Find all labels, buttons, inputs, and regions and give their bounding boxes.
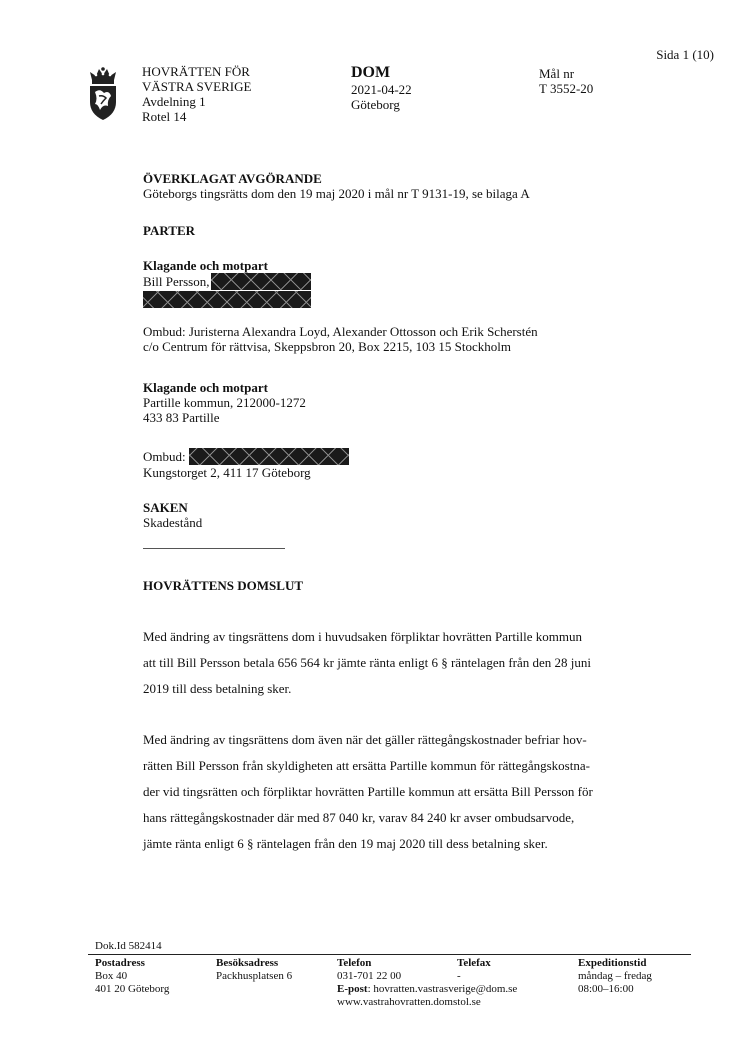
matter-section	[143, 500, 683, 530]
footer-hours-heading: Expeditionstid	[578, 957, 647, 969]
footer-postal-line: Box 40	[95, 970, 128, 982]
ruling-p2-line: hans rättegångskostnader där med 87 040 kr, varav 84 240 kr avser ombudsarvode,	[143, 810, 575, 825]
court-name-block	[142, 64, 332, 124]
footer-hours-time: 08:00–16:00	[578, 983, 634, 995]
redaction-block	[211, 273, 311, 290]
party2-counsel	[143, 448, 683, 480]
ruling-p2-line: Med ändring av tingsrättens dom även när det gäller rättegångskostnader befriar hov-	[143, 732, 587, 747]
ruling-paragraph-1	[143, 624, 675, 702]
party1-section	[143, 258, 683, 308]
ruling-p2-line: rätten Bill Persson från skyldigheten att ersätta Partille kommun för rättegångskostna-	[143, 758, 590, 773]
ruling-heading: HOVRÄTTENS DOMSLUT	[143, 578, 303, 593]
party2-counsel-address: Kungstorget 2, 411 17 Göteborg	[143, 465, 311, 480]
footer-fax-heading: Telefax	[457, 957, 491, 969]
footer-postal-line: 401 20 Göteborg	[95, 983, 170, 995]
appealed-decision-heading: ÖVERKLAGAT AVGÖRANDE	[143, 171, 322, 186]
parties-heading: PARTER	[143, 223, 196, 238]
document-date: 2021-04-22	[351, 82, 412, 97]
ruling-p2-line: der vid tingsrätten och förpliktar hovrätten Partille kommun att ersätta Bill Persson för	[143, 784, 593, 799]
document-type: DOM	[351, 64, 391, 81]
footer-visit	[216, 957, 292, 983]
footer-web-link[interactable]: www.vastrahovratten.domstol.se	[337, 996, 481, 1008]
footer-visit-heading: Besöksadress	[216, 957, 279, 969]
court-name-line1: HOVRÄTTEN FÖR	[142, 64, 250, 79]
footer-fax-number: -	[457, 970, 461, 982]
court-name-line2: VÄSTRA SVERIGE	[142, 79, 252, 94]
party1-counsel-line2: c/o Centrum för rättvisa, Skeppsbron 20, Box 2215, 103 15 Stockholm	[143, 339, 511, 354]
party1-name-line	[143, 273, 683, 290]
court-division: Avdelning 1	[142, 94, 206, 109]
redaction-block	[143, 291, 311, 308]
court-crest-icon	[86, 66, 120, 122]
footer-phone-heading: Telefon	[337, 957, 372, 969]
ruling-p2-line: jämte ränta enligt 6 § räntelagen från den 19 maj 2020 till dess betalning sker.	[143, 836, 548, 851]
footer-divider	[88, 954, 691, 955]
party2-counsel-label: Ombud:	[143, 449, 186, 464]
appealed-decision-section	[143, 171, 683, 201]
party2-address: 433 83 Partille	[143, 410, 220, 425]
matter-heading: SAKEN	[143, 500, 188, 515]
ruling-p1-line: Med ändring av tingsrättens dom i huvudsaken förpliktar hovrätten Partille kommun	[143, 629, 583, 644]
document-city: Göteborg	[351, 97, 400, 112]
court-rotel: Rotel 14	[142, 109, 187, 124]
footer-hours-days: måndag – fredag	[578, 970, 652, 982]
case-number-label: Mål nr	[539, 66, 575, 81]
party1-role: Klagande och motpart	[143, 258, 268, 273]
party2-role: Klagande och motpart	[143, 380, 268, 395]
party2-name: Partille kommun, 212000-1272	[143, 395, 306, 410]
case-number: T 3552-20	[539, 81, 594, 96]
party1-name: Bill Persson,	[143, 274, 210, 289]
footer-fax	[457, 957, 491, 983]
party1-counsel-line1: Ombud: Juristerna Alexandra Loyd, Alexander Ottosson och Erik Scherstén	[143, 324, 538, 339]
section-divider	[143, 548, 285, 549]
appealed-decision-text: Göteborgs tingsrätts dom den 19 maj 2020 i mål nr T 9131-19, se bilaga A	[143, 186, 530, 201]
footer-email-label: E-post	[337, 983, 368, 995]
ruling-p1-line: att till Bill Persson betala 656 564 kr jämte ränta enligt 6 § räntelagen från den 28 juni	[143, 655, 592, 670]
ruling-p1-line: 2019 till dess betalning sker.	[143, 681, 292, 696]
case-number-block	[539, 66, 649, 96]
document-type-block	[351, 64, 501, 112]
ruling-paragraph-2	[143, 727, 675, 857]
page-number: Sida 1 (10)	[656, 47, 714, 62]
document-id: Dok.Id 582414	[95, 940, 162, 952]
party1-counsel	[143, 324, 683, 354]
footer-postal	[95, 957, 169, 996]
footer-postal-heading: Postadress	[95, 957, 145, 969]
party2-section	[143, 380, 683, 425]
footer-email-link[interactable]: : hovratten.vastrasverige@dom.se	[367, 983, 518, 995]
matter-text: Skadestånd	[143, 515, 203, 530]
footer-phone-number: 031-701 22 00	[337, 970, 402, 982]
footer-visit-line: Packhusplatsen 6	[216, 970, 293, 982]
footer-hours	[578, 957, 652, 996]
redaction-block	[189, 448, 349, 465]
